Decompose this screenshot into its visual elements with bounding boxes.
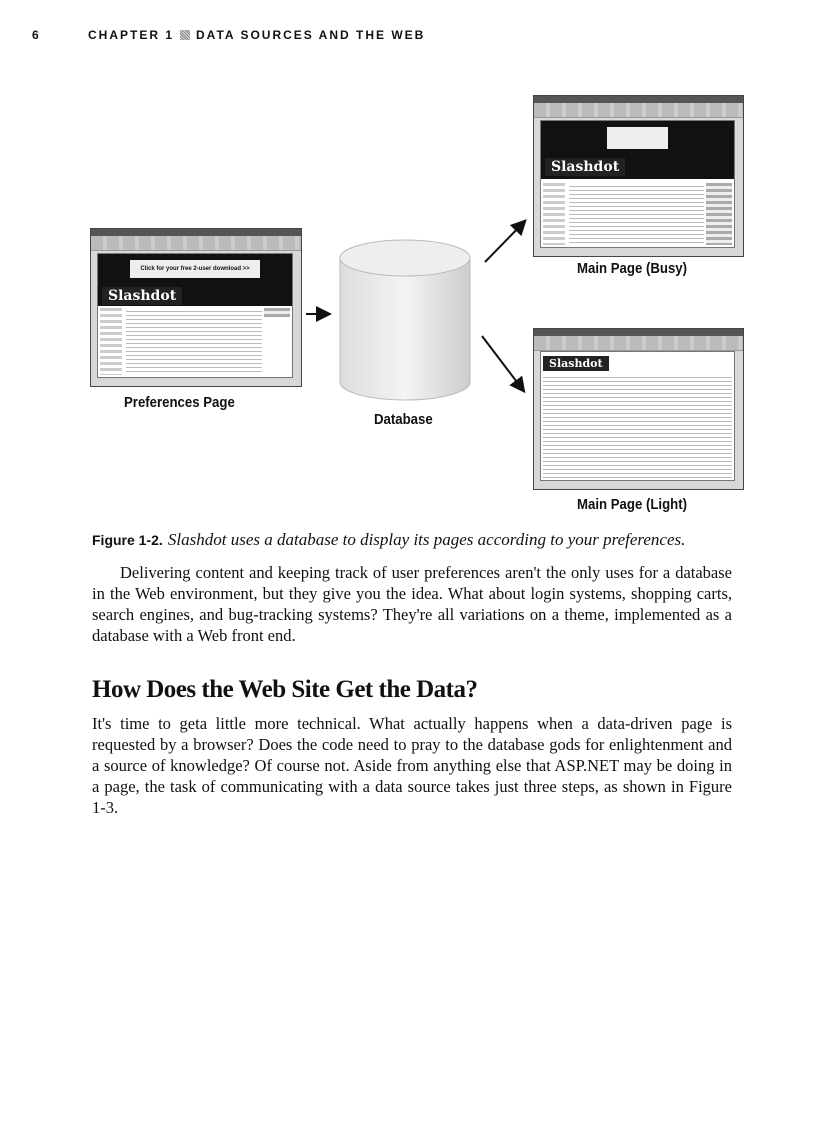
slashdot-logo: Slashdot: [543, 356, 609, 371]
arrow-to-busy: [485, 222, 524, 262]
main-page-light-screenshot: [533, 328, 744, 490]
paragraph: It's time to geta little more technical. What actually happens when a data-driven page is requested by a browser? Does the code need to pray to the database gods for enlightenment and a source of knowledge? Of course not. Aside from anything else that ASP.NET may be doing in a page, the task of communicating with a data source takes just three steps, as shown in Figure 1-3.: [92, 714, 732, 817]
caption-label: Figure 1-2.: [92, 532, 163, 548]
ad-banner-text: Click for your free 2-user download >>: [130, 260, 259, 278]
main-busy-label: Main Page (Busy): [577, 260, 688, 277]
paragraph: Delivering content and keeping track of user preferences aren't the only uses for a database in the Web environment, but they give you the idea. What about login systems, shopping carts, search engines, and bug-tracking systems? They're all variations on a theme, implemented as a database with a Web front end.: [92, 563, 732, 645]
slashdot-logo: Slashdot: [545, 158, 625, 176]
chapter-label: CHAPTER 1: [88, 28, 175, 42]
page-number: 6: [32, 28, 41, 42]
database-label: Database: [374, 411, 433, 428]
main-page-busy-screenshot: [533, 95, 744, 257]
main-light-label: Main Page (Light): [577, 496, 687, 513]
section-heading: How Does the Web Site Get the Data?: [92, 676, 478, 703]
caption-text: Slashdot uses a database to display its pages according to your preferences.: [167, 530, 686, 549]
figure-caption: [92, 530, 685, 550]
slashdot-logo: Slashdot: [102, 287, 182, 305]
preferences-label: Preferences Page: [124, 394, 235, 411]
arrow-to-light: [482, 336, 523, 390]
database-cylinder-icon: [340, 240, 470, 400]
chapter-title: DATA SOURCES AND THE WEB: [196, 28, 426, 42]
